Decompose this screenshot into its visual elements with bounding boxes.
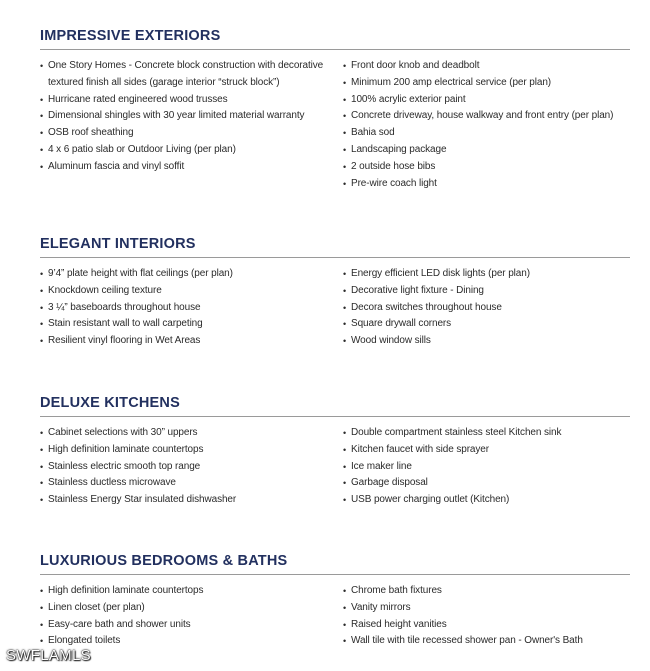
feature-list-right — [343, 425, 630, 509]
list-item: • Garbage disposal — [343, 475, 630, 492]
feature-list-right — [343, 583, 630, 650]
list-item: • Minimum 200 amp electrical service (per plan) — [343, 75, 630, 92]
list-item: • USB power charging outlet (Kitchen) — [343, 492, 630, 509]
list-item: • Elongated toilets — [40, 633, 343, 650]
feature-list-left — [40, 58, 343, 192]
section-title: LUXURIOUS BEDROOMS & BATHS — [40, 553, 288, 569]
list-item: • Square drywall corners — [343, 316, 630, 333]
section-title: DELUXE KITCHENS — [40, 395, 180, 411]
list-item: • One Story Homes - Concrete block construction with decorative textured finish all sides (garage interior “struck block”) — [40, 58, 343, 92]
section-kitchens — [40, 394, 630, 509]
list-item: • Vanity mirrors — [343, 600, 630, 617]
list-item: • 2 outside hose bibs — [343, 159, 630, 176]
list-item: • Decora switches throughout house — [343, 300, 630, 317]
section-interiors — [40, 235, 630, 350]
feature-list-right — [343, 58, 630, 192]
list-item: • 9’4” plate height with flat ceilings (per plan) — [40, 266, 343, 283]
list-item: • Pre-wire coach light — [343, 176, 630, 193]
feature-list-left — [40, 425, 343, 509]
section-exteriors — [40, 27, 630, 192]
list-item: • Aluminum fascia and vinyl soffit — [40, 159, 343, 176]
feature-list-left — [40, 583, 343, 650]
watermark: SWFLAMLS — [6, 647, 91, 664]
list-item: • Raised height vanities — [343, 617, 630, 634]
list-item: • Double compartment stainless steel Kitchen sink — [343, 425, 630, 442]
list-item: • Kitchen faucet with side sprayer — [343, 442, 630, 459]
section-bedrooms-baths — [40, 552, 630, 650]
divider — [40, 257, 630, 258]
list-item: • Stainless Energy Star insulated dishwasher — [40, 492, 343, 509]
list-item: • Dimensional shingles with 30 year limited material warranty — [40, 108, 343, 125]
list-item: • Easy-care bath and shower units — [40, 617, 343, 634]
feature-list-right — [343, 266, 630, 350]
divider — [40, 574, 630, 575]
list-item: • Stain resistant wall to wall carpeting — [40, 316, 343, 333]
list-item: • Energy efficient LED disk lights (per plan) — [343, 266, 630, 283]
list-item: • Knockdown ceiling texture — [40, 283, 343, 300]
list-item: • Concrete driveway, house walkway and front entry (per plan) — [343, 108, 630, 125]
list-item: • 100% acrylic exterior paint — [343, 92, 630, 109]
list-item: • Wood window sills — [343, 333, 630, 350]
divider — [40, 416, 630, 417]
list-item: • High definition laminate countertops — [40, 442, 343, 459]
list-item: • 3 ¼” baseboards throughout house — [40, 300, 343, 317]
list-item: • Decorative light fixture - Dining — [343, 283, 630, 300]
list-item: • Stainless electric smooth top range — [40, 459, 343, 476]
list-item: • Front door knob and deadbolt — [343, 58, 630, 75]
section-title: ELEGANT INTERIORS — [40, 236, 196, 252]
list-item: • Ice maker line — [343, 459, 630, 476]
list-item: • Bahia sod — [343, 125, 630, 142]
list-item: • Stainless ductless microwave — [40, 475, 343, 492]
list-item: • Cabinet selections with 30” uppers — [40, 425, 343, 442]
feature-list-left — [40, 266, 343, 350]
section-title: IMPRESSIVE EXTERIORS — [40, 28, 221, 44]
list-item: • Hurricane rated engineered wood trusses — [40, 92, 343, 109]
list-item: • Wall tile with tile recessed shower pan - Owner's Bath — [343, 633, 630, 650]
list-item: • Resilient vinyl flooring in Wet Areas — [40, 333, 343, 350]
divider — [40, 49, 630, 50]
list-item: • High definition laminate countertops — [40, 583, 343, 600]
list-item: • Linen closet (per plan) — [40, 600, 343, 617]
list-item: • 4 x 6 patio slab or Outdoor Living (per plan) — [40, 142, 343, 159]
list-item: • Chrome bath fixtures — [343, 583, 630, 600]
list-item: • Landscaping package — [343, 142, 630, 159]
list-item: • OSB roof sheathing — [40, 125, 343, 142]
